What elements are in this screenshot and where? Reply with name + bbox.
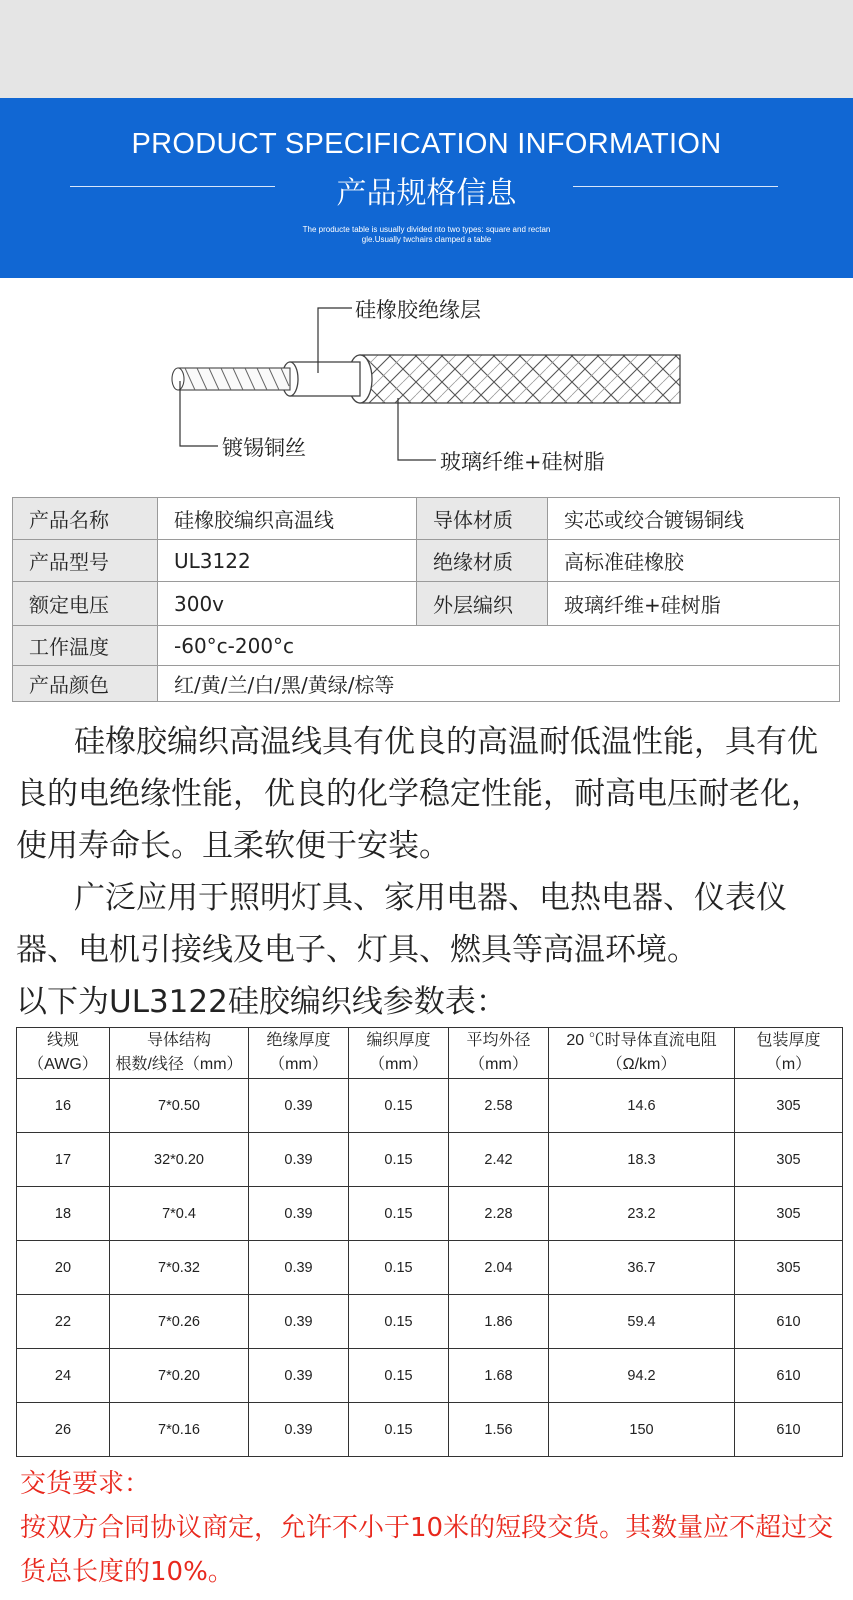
delivery-title: 交货要求：: [20, 1469, 151, 1499]
spec-key: 产品型号: [13, 540, 158, 582]
table-cell: 14.6: [549, 1079, 735, 1133]
table-cell: 0.39: [249, 1187, 349, 1241]
column-header: 绝缘厚度 （mm）: [249, 1028, 349, 1079]
cable-diagram: [0, 278, 853, 488]
table-cell: 610: [735, 1295, 843, 1349]
column-header: 平均外径 （mm）: [449, 1028, 549, 1079]
spec-key: 额定电压: [13, 582, 158, 626]
table-cell: 610: [735, 1349, 843, 1403]
spec-key: 产品颜色: [13, 666, 158, 702]
description-para-1: 硅橡胶编织高温线具有优良的高温耐低温性能，具有优良的电绝缘性能，优良的化学稳定性能，耐高电压耐老化，使用寿命长。且柔软便于安装。: [16, 724, 822, 864]
title-cn: 产品规格信息: [336, 176, 517, 211]
params-table-body: [17, 1079, 843, 1457]
table-cell: 1.56: [449, 1403, 549, 1457]
table-cell: 2.04: [449, 1241, 549, 1295]
header-banner: [0, 98, 853, 278]
table-cell: 0.39: [249, 1349, 349, 1403]
table-intro: 以下为UL3122硅胶编织线参数表：: [16, 984, 507, 1020]
spec-key: 工作温度: [13, 626, 158, 666]
table-cell: 94.2: [549, 1349, 735, 1403]
table-row: [17, 1349, 843, 1403]
table-cell: 305: [735, 1079, 843, 1133]
spec-value: -60°c-200°c: [158, 626, 840, 666]
table-cell: 59.4: [549, 1295, 735, 1349]
table-cell: 18: [17, 1187, 110, 1241]
table-cell: 0.15: [349, 1241, 449, 1295]
table-cell: 32*0.20: [110, 1133, 249, 1187]
table-cell: 36.7: [549, 1241, 735, 1295]
insulation-label: 硅橡胶绝缘层: [355, 298, 481, 322]
table-cell: 1.68: [449, 1349, 549, 1403]
delivery-text: 按双方合同协议商定，允许不小于10米的短段交货。其数量应不超过交货总长度的10%。: [20, 1513, 834, 1587]
table-header-row: [17, 1028, 843, 1079]
table-row: [17, 1403, 843, 1457]
spec-row: [13, 540, 840, 582]
table-cell: 16: [17, 1079, 110, 1133]
spec-row: [13, 582, 840, 626]
table-row: [17, 1187, 843, 1241]
spec-value: 300v: [158, 582, 417, 626]
column-header: 20 ℃时导体直流电阻 （Ω/km）: [549, 1028, 735, 1079]
column-header: 包装厚度 （m）: [735, 1028, 843, 1079]
table-cell: 0.39: [249, 1241, 349, 1295]
spec-value: 硅橡胶编织高温线: [158, 498, 417, 540]
table-cell: 305: [735, 1133, 843, 1187]
table-cell: 305: [735, 1187, 843, 1241]
spec-key: 外层编织: [417, 582, 548, 626]
spec-value: 玻璃纤维+硅树脂: [548, 582, 840, 626]
table-cell: 0.15: [349, 1133, 449, 1187]
table-cell: 20: [17, 1241, 110, 1295]
table-row: [17, 1079, 843, 1133]
spec-row: [13, 498, 840, 540]
table-cell: 7*0.50: [110, 1079, 249, 1133]
table-row: [17, 1133, 843, 1187]
table-cell: 7*0.4: [110, 1187, 249, 1241]
table-cell: 22: [17, 1295, 110, 1349]
table-cell: 24: [17, 1349, 110, 1403]
table-cell: 1.86: [449, 1295, 549, 1349]
subtitle: The producte table is usually divided nto two types: square and rectan gle.Usually twchairs clamped a table: [302, 225, 551, 244]
table-cell: 0.15: [349, 1187, 449, 1241]
params-table: [16, 1027, 843, 1457]
title-en: PRODUCT SPECIFICATION INFORMATION: [131, 128, 722, 160]
table-cell: 0.15: [349, 1295, 449, 1349]
column-header: 线规 （AWG）: [17, 1028, 110, 1079]
table-cell: 2.28: [449, 1187, 549, 1241]
column-header: 编织厚度 （mm）: [349, 1028, 449, 1079]
spec-value: UL3122: [158, 540, 417, 582]
top-gray-band: [0, 0, 853, 98]
spec-value: 高标准硅橡胶: [548, 540, 840, 582]
table-row: [17, 1241, 843, 1295]
table-cell: 26: [17, 1403, 110, 1457]
spec-value: 红/黄/兰/白/黑/黄绿/棕等: [158, 666, 840, 702]
spec-row: [13, 626, 840, 666]
table-cell: 7*0.20: [110, 1349, 249, 1403]
table-cell: 18.3: [549, 1133, 735, 1187]
spec-table: [12, 497, 840, 702]
table-cell: 7*0.16: [110, 1403, 249, 1457]
table-cell: 0.39: [249, 1403, 349, 1457]
table-cell: 150: [549, 1403, 735, 1457]
column-header: 导体结构 根数/线径（mm）: [110, 1028, 249, 1079]
table-cell: 305: [735, 1241, 843, 1295]
spec-row: [13, 666, 840, 702]
table-cell: 0.15: [349, 1349, 449, 1403]
table-row: [17, 1295, 843, 1349]
spec-key: 绝缘材质: [417, 540, 548, 582]
table-cell: 2.42: [449, 1133, 549, 1187]
spec-key: 导体材质: [417, 498, 548, 540]
table-cell: 0.39: [249, 1133, 349, 1187]
spec-key: 产品名称: [13, 498, 158, 540]
table-cell: 0.15: [349, 1079, 449, 1133]
braid-label: 玻璃纤维+硅树脂: [440, 450, 605, 474]
description-para-2: 广泛应用于照明灯具、家用电器、电热电器、仪表仪器、电机引接线及电子、灯具、燃具等高温环境。: [16, 880, 787, 968]
table-cell: 0.39: [249, 1295, 349, 1349]
divider-right: [573, 186, 778, 187]
table-cell: 23.2: [549, 1187, 735, 1241]
table-cell: 0.15: [349, 1403, 449, 1457]
spec-value: 实芯或绞合镀锡铜线: [548, 498, 840, 540]
conductor-label: 镀锡铜丝: [222, 436, 306, 460]
table-cell: 7*0.26: [110, 1295, 249, 1349]
table-cell: 7*0.32: [110, 1241, 249, 1295]
table-cell: 2.58: [449, 1079, 549, 1133]
table-cell: 610: [735, 1403, 843, 1457]
table-cell: 17: [17, 1133, 110, 1187]
table-cell: 0.39: [249, 1079, 349, 1133]
